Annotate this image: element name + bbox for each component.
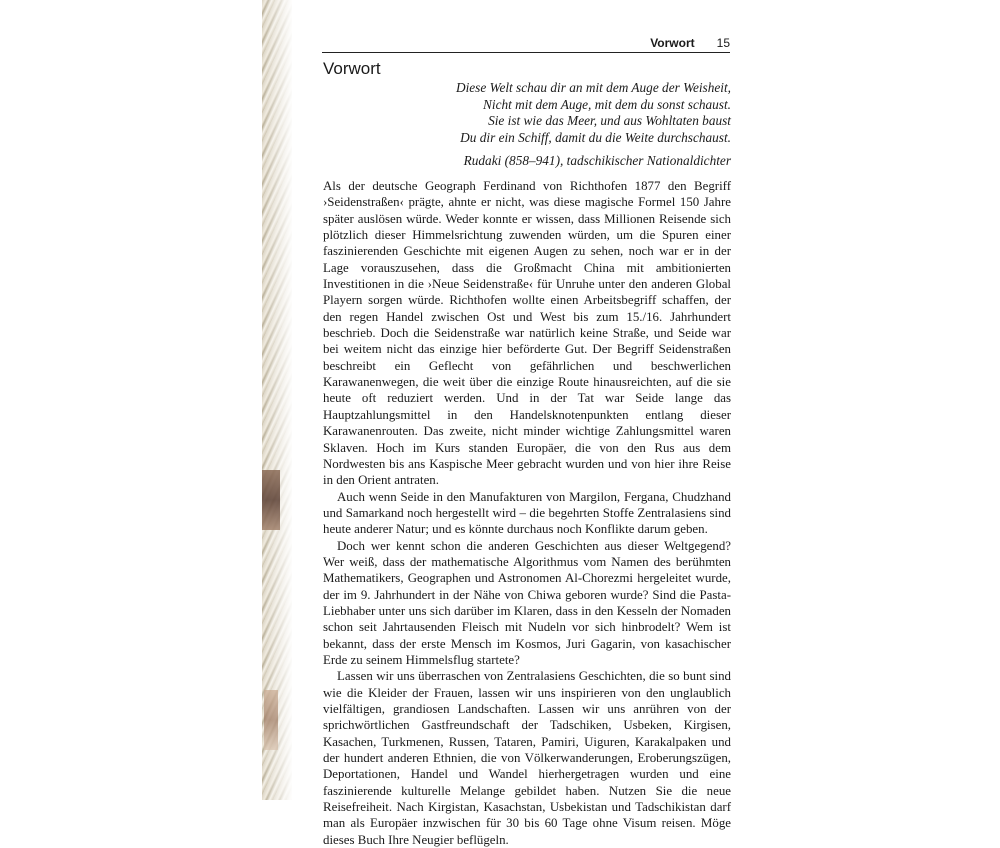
paragraph: Doch wer kennt schon die anderen Geschichten aus dieser Weltgegend? Wer weiß, dass der mathematische Algorithmus vom Namen des berühmten Mathematikers, Geographen und Astronomen Al-Chorezmi hergeleitet wurde, der im 9. Jahrhundert in der Nähe von Chiwa geboren wurde? Sind die Pasta-Liebhaber unter uns sich darüber im Klaren, dass in den Kesseln der Nomaden schon seit Jahrtausenden Fleisch mit Nudeln vor sich hinbrodelt? Wem ist bekannt, dass der erste Mensch im Kosmos, Juri Gagarin, von kasachischer Erde zu seinem Himmelsflug startete?	[323, 538, 731, 667]
epigraph-line: Nicht mit dem Auge, mit dem du sonst schaust.	[483, 96, 731, 112]
paragraph: Auch wenn Seide in den Manufakturen von Margilon, Fergana, Chudzhand und Samarkand noch hergestellt wird – die begehrten Stoffe Zentralasiens sind heute anderer Natur; und es könnte durchaus noch Konflikte darum geben.	[323, 489, 731, 537]
page-number: 15	[716, 36, 730, 50]
running-header-title: Vorwort	[650, 36, 695, 50]
body-text	[323, 178, 731, 848]
header-rule	[322, 52, 730, 53]
epigraph-line: Sie ist wie das Meer, und aus Wohltaten baust	[488, 113, 731, 128]
running-header	[322, 36, 730, 50]
adjacent-page-photo-fragment	[262, 470, 280, 530]
epigraph	[322, 80, 731, 170]
adjacent-page-edge-image	[262, 0, 292, 800]
epigraph-line: Diese Welt schau dir an mit dem Auge der Weisheit,	[455, 80, 731, 95]
epigraph-attribution: Rudaki (858–941), tadschikischer Nationaldichter	[463, 153, 731, 168]
epigraph-line: Du dir ein Schiff, damit du die Weite durchschaust.	[460, 129, 731, 145]
paragraph: Lassen wir uns überraschen von Zentralasiens Geschichten, die so bunt sind wie die Kleider der Frauen, lassen wir uns inspirieren von den unglaublich vielfältigen, grandiosen Landschaften. Lassen wir uns anrühren von der sprichwörtlichen Gastfreundschaft der Tadschiken, Usbeken, Kirgisen, Kasachen, Turkmenen, Russen, Tataren, Pamiri, Uiguren, Karakalpaken und der hundert anderen Ethnien, die von Völkerwanderungen, Eroberungszügen, Deportationen, Handel und Wandel hierhergetragen wurden und eine faszinierende kulturelle Melange gebildet haben. Nutzen Sie die neue Reisefreiheit. Nach Kirgistan, Kasachstan, Usbekistan und Tadschikistan darf man als Europäer inzwischen für 30 bis 60 Tage ohne Visum reisen. Möge dieses Buch Ihre Neugier beflügeln.	[323, 669, 731, 847]
paragraph: Als der deutsche Geograph Ferdinand von Richthofen 1877 den Begriff ›Seidenstraßen‹ prägte, ahnte er nicht, was diese magische Formel 150 Jahre später auslösen würde. Weder konnte er wissen, dass Millionen Reisende sich plötzlich dieser Himmelsrichtung zuwenden würden, um die Spuren einer faszinierenden Geschichte mit eigenen Augen zu sehen, noch war er in der Lage vorauszusehen, dass die Großmacht China mit ambitionierten Investitionen in die ›Neue Seidenstraße‹ für Unruhe unter den anderen Global Playern sorgen würde. Richthofen wollte einen Arbeitsbegriff schaffen, der den regen Handel zwischen Ost und West bis zum 15./16. Jahrhundert beschrieb. Doch die Seidenstraße war natürlich keine Straße, und Seide war bei weitem nicht das einzige hier beförderte Gut. Der Begriff Seidenstraßen beschreibt ein Geflecht von gefährlichen und beschwerlichen Karawanenwegen, die weit über die einzige Route hinausreichten, auf die sie heute oft reduziert werden. Und in der Tat war Seide lange das Hauptzahlungsmittel in den Handelsknotenpunkten entlang dieser Karawanenrouten. Das zweite, nicht minder wichtige Zahlungsmittel waren Sklaven. Hoch im Kurs standen Europäer, die von den Rus aus dem Nordwesten bis ans Kaspische Meer gebracht wurden und von hier ihre Reise in den Orient antraten.	[323, 179, 731, 488]
chapter-title: Vorwort	[323, 59, 381, 78]
adjacent-page-photo-fragment	[264, 690, 278, 750]
